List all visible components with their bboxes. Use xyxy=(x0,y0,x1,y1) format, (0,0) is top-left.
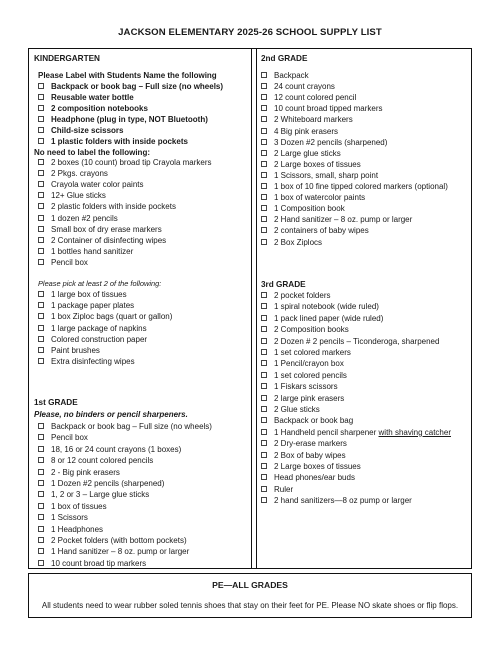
list-item xyxy=(261,290,330,301)
list-item xyxy=(38,92,134,103)
checkbox-icon[interactable] xyxy=(261,172,267,178)
list-item xyxy=(261,81,335,92)
list-item-label: Backpack or book bag xyxy=(274,416,354,426)
checkbox-icon[interactable] xyxy=(261,303,267,309)
list-item-label: Backpack xyxy=(274,71,309,80)
checkbox-icon[interactable] xyxy=(261,395,267,401)
list-item-label: 12 count colored pencil xyxy=(274,93,357,103)
list-item-label: 1 large package of napkins xyxy=(51,323,147,333)
checkbox-icon[interactable] xyxy=(38,526,44,532)
list-item xyxy=(38,356,135,367)
checkbox-icon[interactable] xyxy=(38,302,44,308)
list-item-label: 3 Dozen #2 pencils (sharpened) xyxy=(274,137,388,147)
list-item xyxy=(38,103,148,114)
list-item-label: 2 Dozen # 2 pencils – Ticonderoga, sharpened xyxy=(274,336,440,346)
list-item-label: 2 pocket folders xyxy=(274,291,331,300)
list-item-label: 2 Composition books xyxy=(274,325,349,335)
list-item-label: 1 box of watercolor paints xyxy=(274,193,366,203)
list-item xyxy=(261,393,344,404)
checkbox-icon[interactable] xyxy=(261,128,267,134)
list-item-label: 2 containers of baby wipes xyxy=(274,226,369,236)
checkbox-icon[interactable] xyxy=(38,434,44,440)
list-item xyxy=(38,235,166,246)
checkbox-icon[interactable] xyxy=(38,138,44,144)
list-item xyxy=(38,323,147,334)
list-item xyxy=(261,170,378,181)
checkbox-icon[interactable] xyxy=(38,237,44,243)
list-item-label: 24 count crayons xyxy=(274,82,335,92)
checkbox-icon[interactable] xyxy=(261,360,267,366)
checkbox-icon[interactable] xyxy=(261,338,267,344)
list-item xyxy=(261,404,320,415)
list-item xyxy=(38,489,149,500)
checkbox-icon[interactable] xyxy=(38,170,44,176)
pe-section xyxy=(28,573,472,618)
list-item-label: 10 count broad tip markers xyxy=(51,558,147,568)
checkbox-icon[interactable] xyxy=(38,181,44,187)
list-item xyxy=(38,300,134,311)
checkbox-icon[interactable] xyxy=(38,503,44,509)
list-item xyxy=(38,179,143,190)
list-item-label: 2 composition notebooks xyxy=(51,104,148,113)
list-item xyxy=(261,472,355,483)
list-item xyxy=(38,224,162,235)
checkbox-icon[interactable] xyxy=(261,429,267,435)
list-item xyxy=(261,181,448,192)
list-item-label: 2 boxes (10 count) broad tip Crayola markers xyxy=(51,158,212,167)
third-grade-heading: 3rd GRADE xyxy=(261,280,306,289)
list-item xyxy=(38,478,164,489)
list-item xyxy=(38,213,118,224)
list-item-label: 1 Handheld pencil sharpener xyxy=(274,427,379,437)
checkbox-icon[interactable] xyxy=(261,349,267,355)
list-item-label: Headphone (plug in type, NOT Bluetooth) xyxy=(51,115,208,124)
list-item xyxy=(261,237,322,248)
checkbox-icon[interactable] xyxy=(261,227,267,233)
checkbox-icon[interactable] xyxy=(38,423,44,429)
list-item-label: 10 count broad tipped markers xyxy=(274,104,383,114)
pe-text: All students need to wear rubber soled tennis shoes that stay on their feet for PE. Please NO skate shoes or flip flops. xyxy=(41,601,459,610)
list-item xyxy=(38,535,187,546)
checkbox-icon[interactable] xyxy=(261,440,267,446)
list-item xyxy=(261,450,346,461)
list-item-label: Crayola water color paints xyxy=(51,180,144,190)
list-item-label: 4 Big pink erasers xyxy=(274,126,339,136)
left-column xyxy=(28,48,252,569)
list-item xyxy=(261,461,361,472)
list-item xyxy=(38,444,181,455)
list-item-label: 1 set colored pencils xyxy=(274,370,347,380)
list-item-label: Ruler xyxy=(274,484,294,494)
list-item xyxy=(261,203,345,214)
list-item xyxy=(261,415,353,426)
checkbox-icon[interactable] xyxy=(261,83,267,89)
list-item-label: 2 Whiteboard markers xyxy=(274,115,353,125)
list-item-label: 2 plastic folders with inside pockets xyxy=(51,202,176,212)
checkbox-icon[interactable] xyxy=(38,336,44,342)
list-item-label: 1 package paper plates xyxy=(51,301,135,311)
list-item xyxy=(261,381,338,392)
list-item-label: 2 Glue sticks xyxy=(274,405,320,414)
checkbox-icon[interactable] xyxy=(38,325,44,331)
kindergarten-pick-note: Please pick at least 2 of the following: xyxy=(38,279,162,288)
list-item xyxy=(38,467,120,478)
list-item xyxy=(38,168,108,179)
list-item xyxy=(38,455,153,466)
list-item-label: 1 dozen #2 pencils xyxy=(51,213,118,223)
checkbox-icon[interactable] xyxy=(261,105,267,111)
list-item xyxy=(261,103,383,114)
checkbox-icon[interactable] xyxy=(38,446,44,452)
checkbox-icon[interactable] xyxy=(38,259,44,265)
list-item-label: Pencil box xyxy=(51,433,88,443)
list-item xyxy=(38,524,103,535)
right-column xyxy=(256,48,472,569)
list-item-label: 1 bottles hand sanitizer xyxy=(51,246,134,256)
checkbox-icon[interactable] xyxy=(38,560,44,566)
pe-heading: PE—ALL GRADES xyxy=(212,580,288,590)
list-item-label: 18, 16 or 24 count crayons (1 boxes) xyxy=(51,444,182,454)
list-item xyxy=(38,421,212,432)
list-item-label: 2 Box of baby wipes xyxy=(274,450,346,460)
list-item-label: 1 box of tissues xyxy=(51,501,107,511)
list-item xyxy=(261,347,351,358)
list-item xyxy=(38,125,123,136)
list-item xyxy=(261,159,361,170)
checkbox-icon[interactable] xyxy=(261,486,267,492)
list-item xyxy=(38,289,127,300)
list-item-label: 1 plastic folders with inside pockets xyxy=(51,137,188,146)
checkbox-icon[interactable] xyxy=(261,372,267,378)
list-item-label: 8 or 12 count colored pencils xyxy=(51,456,154,466)
checkbox-icon[interactable] xyxy=(38,116,44,122)
list-item xyxy=(261,70,309,81)
checkbox-icon[interactable] xyxy=(261,205,267,211)
list-item-label: Colored construction paper xyxy=(51,334,148,344)
list-item-label: 2 Pkgs. crayons xyxy=(51,169,108,179)
checkbox-icon[interactable] xyxy=(261,452,267,458)
list-item xyxy=(38,512,88,523)
checkbox-icon[interactable] xyxy=(38,127,44,133)
list-item xyxy=(38,345,100,356)
list-item-label: 2 Container of disinfecting wipes xyxy=(51,235,167,245)
page-title: JACKSON ELEMENTARY 2025-26 SCHOOL SUPPLY LIST xyxy=(118,27,382,38)
checkbox-icon[interactable] xyxy=(261,326,267,332)
list-item-label: 2 Large glue sticks xyxy=(274,148,341,158)
list-item-label: 1 pack lined paper (wide ruled) xyxy=(274,313,384,323)
list-item-label: Backpack or book bag – Full size (no wheels) xyxy=(51,82,224,91)
list-item-label: 1 set colored markers xyxy=(274,348,351,357)
list-item xyxy=(38,334,147,345)
list-item xyxy=(261,336,439,347)
checkbox-icon[interactable] xyxy=(261,72,267,78)
list-item-label: Backpack or book bag – Full size (no wheels) xyxy=(51,422,212,431)
list-item-label: 1 Scissors, small, sharp point xyxy=(274,170,379,180)
checkbox-icon[interactable] xyxy=(38,358,44,364)
checkbox-icon[interactable] xyxy=(38,105,44,111)
list-item-label: 1 Composition book xyxy=(274,204,345,214)
list-item-label: 2 Dry-erase markers xyxy=(274,439,347,449)
list-item-label: 1 Hand sanitizer – 8 oz. pump or larger xyxy=(51,547,190,557)
list-item-label: 2 Box Ziplocs xyxy=(274,237,323,247)
kindergarten-no-label-note: No need to label the following: xyxy=(34,148,150,157)
list-item-label: 1, 2 or 3 – Large glue sticks xyxy=(51,490,150,500)
second-grade-heading: 2nd GRADE xyxy=(261,54,308,63)
checkbox-icon[interactable] xyxy=(38,94,44,100)
list-item-label: 2 Hand sanitizer – 8 oz. pump or larger xyxy=(274,215,413,225)
checkbox-icon[interactable] xyxy=(261,406,267,412)
checkbox-icon[interactable] xyxy=(261,417,267,423)
list-item xyxy=(38,501,107,512)
list-item-label: 2 Large boxes of tissues xyxy=(274,462,361,471)
list-item-label: 1 box Ziploc bags (quart or gallon) xyxy=(51,312,173,322)
checkbox-icon[interactable] xyxy=(261,161,267,167)
list-item xyxy=(261,358,344,369)
list-item xyxy=(261,427,451,438)
checkbox-icon[interactable] xyxy=(38,215,44,221)
list-item xyxy=(261,137,387,148)
list-item-label: 12+ Glue sticks xyxy=(51,191,106,201)
checkbox-icon[interactable] xyxy=(38,313,44,319)
checkbox-icon[interactable] xyxy=(38,457,44,463)
checkbox-icon[interactable] xyxy=(261,94,267,100)
list-item xyxy=(261,92,356,103)
list-item xyxy=(38,246,133,257)
list-item xyxy=(261,438,347,449)
list-item-label: 1 Pencil/crayon box xyxy=(274,359,344,369)
list-item-label: Extra disinfecting wipes xyxy=(51,357,135,367)
list-item xyxy=(261,225,369,236)
list-item xyxy=(261,495,412,506)
list-item-label: 1 spiral notebook (wide ruled) xyxy=(274,302,379,312)
checkbox-icon[interactable] xyxy=(38,347,44,353)
list-item xyxy=(261,126,338,137)
checkbox-icon[interactable] xyxy=(261,139,267,145)
list-item-label: 1 Scissors xyxy=(51,513,88,523)
list-item xyxy=(38,546,189,557)
checkbox-icon[interactable] xyxy=(261,474,267,480)
list-item xyxy=(38,257,88,268)
list-item-label: 1 large box of tissues xyxy=(51,290,127,299)
list-item xyxy=(38,558,146,569)
list-item-label: 2 - Big pink erasers xyxy=(51,467,120,477)
list-item xyxy=(261,114,353,125)
list-item xyxy=(261,484,293,495)
list-item xyxy=(38,81,223,92)
list-item xyxy=(261,148,341,159)
list-item-label: 1 Dozen #2 pencils (sharpened) xyxy=(51,479,165,488)
checkbox-icon[interactable] xyxy=(38,491,44,497)
list-item xyxy=(261,192,365,203)
checkbox-icon[interactable] xyxy=(261,216,267,222)
list-item xyxy=(38,190,106,201)
checkbox-icon[interactable] xyxy=(261,292,267,298)
checkbox-icon[interactable] xyxy=(261,150,267,156)
checkbox-icon[interactable] xyxy=(261,183,267,189)
checkbox-icon[interactable] xyxy=(38,203,44,209)
list-item-label: 1 Fiskars scissors xyxy=(274,382,338,392)
list-item xyxy=(38,311,172,322)
first-grade-heading: 1st GRADE xyxy=(34,398,78,407)
list-item xyxy=(38,432,88,443)
checkbox-icon[interactable] xyxy=(261,239,267,245)
list-item-label: Reusable water bottle xyxy=(51,93,134,102)
checkbox-icon[interactable] xyxy=(261,497,267,503)
checkbox-icon[interactable] xyxy=(38,248,44,254)
list-item xyxy=(261,324,349,335)
list-item-label: Small box of dry erase markers xyxy=(51,224,162,234)
list-item-label: 2 Pocket folders (with bottom pockets) xyxy=(51,536,187,545)
list-item xyxy=(38,136,188,147)
checkbox-icon[interactable] xyxy=(38,514,44,520)
checkbox-icon[interactable] xyxy=(38,226,44,232)
checkbox-icon[interactable] xyxy=(261,383,267,389)
list-item-label: Head phones/ear buds xyxy=(274,473,355,483)
checkbox-icon[interactable] xyxy=(38,291,44,297)
list-item-label: 1 Headphones xyxy=(51,524,104,534)
list-item-label: 2 large pink erasers xyxy=(274,393,345,403)
list-item-label: Child-size scissors xyxy=(51,126,124,135)
checkbox-icon[interactable] xyxy=(261,194,267,200)
list-item-label: Paint brushes xyxy=(51,346,100,355)
list-item xyxy=(38,114,208,125)
list-item xyxy=(38,157,212,168)
checkbox-icon[interactable] xyxy=(261,463,267,469)
list-item-underlined-note: with shaving catcher xyxy=(378,427,451,437)
checkbox-icon[interactable] xyxy=(38,159,44,165)
first-grade-note: Please, no binders or pencil sharpeners. xyxy=(34,410,188,419)
list-item-label: 2 hand sanitizers—8 oz pump or larger xyxy=(274,496,412,506)
kindergarten-heading: KINDERGARTEN xyxy=(34,54,100,63)
list-item-label: Pencil box xyxy=(51,257,88,267)
checkbox-icon[interactable] xyxy=(38,548,44,554)
list-item xyxy=(261,313,383,324)
kindergarten-label-note: Please Label with Students Name the following xyxy=(38,71,217,80)
list-item xyxy=(261,301,379,312)
list-item-label: 1 box of 10 fine tipped colored markers (optional) xyxy=(274,182,448,191)
checkbox-icon[interactable] xyxy=(38,480,44,486)
checkbox-icon[interactable] xyxy=(261,315,267,321)
checkbox-icon[interactable] xyxy=(38,537,44,543)
list-item xyxy=(261,214,412,225)
list-item xyxy=(261,370,347,381)
list-item xyxy=(38,201,176,212)
checkbox-icon[interactable] xyxy=(38,83,44,89)
checkbox-icon[interactable] xyxy=(38,469,44,475)
list-item-label: 2 Large boxes of tissues xyxy=(274,159,361,169)
checkbox-icon[interactable] xyxy=(261,116,267,122)
checkbox-icon[interactable] xyxy=(38,192,44,198)
